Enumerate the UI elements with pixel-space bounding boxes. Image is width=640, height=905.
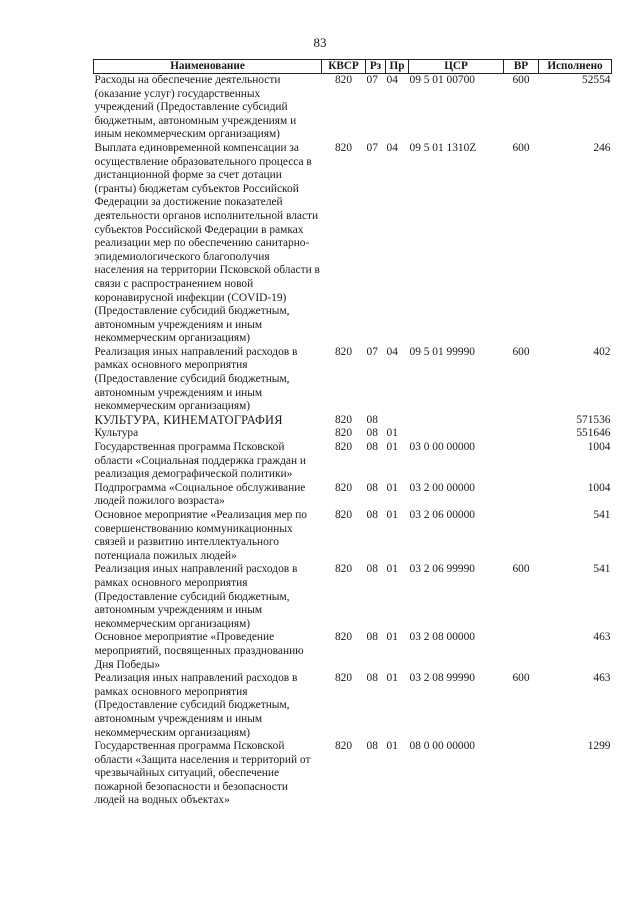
- header-csr: ЦСР: [409, 60, 504, 74]
- table-body: [94, 74, 612, 809]
- cell-vr: 600: [512, 672, 530, 685]
- table-row: [94, 74, 612, 142]
- cell-kvsr: 820: [334, 74, 353, 86]
- table-row: [94, 427, 612, 441]
- header-pr: Пр: [386, 60, 409, 74]
- cell-vr: 600: [512, 74, 530, 86]
- cell-sum: 246: [593, 141, 611, 154]
- cell-csr: [409, 414, 504, 428]
- table-row: [94, 672, 612, 740]
- cell-rz: 07: [366, 345, 378, 358]
- cell-kvsr: 820: [334, 563, 353, 576]
- cell-pr: 04: [386, 345, 398, 358]
- cell-sum: 571536: [576, 413, 611, 426]
- cell-rz: 08: [366, 441, 378, 454]
- cell-rz: 07: [366, 74, 378, 86]
- cell-kvsr: 820: [334, 413, 353, 426]
- cell-csr: 09 5 01 99990: [409, 345, 475, 358]
- cell-rz: 08: [366, 481, 378, 494]
- budget-table: [93, 59, 612, 808]
- cell-rz: 08: [366, 413, 378, 426]
- cell-name: Государственная программа Псковской области «Защита населения и территорий от чрезвычайных ситуаций, обеспечение пожарной безопасности и безопасности людей на водных объектах»: [94, 740, 311, 807]
- cell-kvsr: 820: [334, 740, 353, 753]
- cell-name: Выплата единовременной компенсации за осуществление образовательного процесса в дистанционной форме за счет дотации (гранты) бюджетам субъектов Российской Федерации за достижение показателей деятельности органов исполнительной власти субъектов Российской Федерации в рамках реализации мер по обеспечению санитарно-эпидемиологического благополучия населения на территории Псковской области в связи с распространением новой коронавирусной инфекции (COVID-19) (Предоставление субсидий бюджетным, автономным учреждениям и иным некоммерческим организациям): [94, 141, 320, 345]
- table-header: [94, 60, 612, 74]
- cell-rz: 08: [366, 427, 378, 440]
- cell-name: Реализация иных направлений расходов в рамках основного мероприятия (Предоставление субсидий бюджетным, автономным учреждениям и иным некоммерческим организациям): [94, 345, 298, 413]
- cell-pr: [386, 414, 409, 428]
- cell-kvsr: 820: [334, 441, 353, 454]
- table-row: [94, 482, 612, 509]
- cell-kvsr: 820: [334, 141, 353, 154]
- cell-name: Реализация иных направлений расходов в рамках основного мероприятия (Предоставление субсидий бюджетным, автономным учреждениям и иным некоммерческим организациям): [94, 563, 298, 630]
- cell-pr: 01: [386, 427, 398, 440]
- cell-vr: 600: [512, 563, 530, 576]
- cell-pr: 04: [386, 74, 398, 86]
- header-sum: Исполнено: [539, 60, 612, 74]
- table-row: [94, 441, 612, 482]
- cell-sum: 541: [593, 563, 611, 576]
- cell-sum: 541: [593, 509, 611, 521]
- cell-sum: 402: [593, 345, 611, 358]
- cell-vr: 600: [512, 345, 530, 358]
- cell-pr: 01: [386, 441, 398, 454]
- cell-vr: [504, 631, 539, 672]
- cell-pr: 04: [386, 141, 398, 154]
- cell-rz: 08: [366, 672, 378, 685]
- cell-rz: 08: [366, 740, 378, 753]
- cell-kvsr: 820: [334, 631, 353, 644]
- cell-name: Культура: [94, 427, 139, 440]
- cell-rz: 08: [366, 563, 378, 576]
- cell-pr: 01: [386, 672, 398, 685]
- cell-pr: 01: [386, 631, 398, 644]
- cell-csr: [409, 427, 504, 441]
- cell-csr: 03 2 06 00000: [409, 509, 475, 521]
- cell-kvsr: 820: [334, 427, 353, 440]
- cell-sum: 551646: [576, 427, 611, 440]
- cell-name: Подпрограмма «Социальное обслуживание людей пожилого возраста»: [94, 481, 306, 508]
- cell-sum: 1004: [587, 481, 611, 494]
- header-name: Наименование: [94, 60, 322, 74]
- header-rz: Рз: [366, 60, 386, 74]
- table-row: [94, 563, 612, 631]
- cell-sum: 52554: [582, 74, 611, 86]
- cell-sum: 1299: [587, 740, 611, 753]
- cell-csr: 03 2 00 00000: [409, 481, 475, 494]
- page-number: 83: [313, 35, 327, 50]
- cell-csr: 03 2 06 99990: [409, 563, 475, 576]
- table-row: [94, 414, 612, 428]
- cell-csr: 08 0 00 00000: [409, 740, 475, 753]
- cell-csr: 03 2 08 00000: [409, 631, 475, 644]
- table-row: [94, 631, 612, 672]
- header-vr: ВР: [504, 60, 539, 74]
- cell-rz: 08: [366, 631, 378, 644]
- cell-rz: 07: [366, 141, 378, 154]
- cell-name: Расходы на обеспечение деятельности (оказание услуг) государственных учреждений (Предоставление субсидий бюджетным, автономным учреждениям и иным некоммерческим организациям): [94, 74, 297, 141]
- table-row: [94, 346, 612, 414]
- cell-pr: 01: [386, 563, 398, 576]
- cell-vr: 600: [512, 141, 530, 154]
- cell-name: Основное мероприятие «Реализация мер по совершенствованию коммуникационных связей и развитию интеллектуального потенциала пожилых людей»: [94, 509, 307, 562]
- cell-sum: 1004: [587, 441, 611, 454]
- cell-vr: [504, 482, 539, 509]
- cell-pr: 01: [386, 481, 398, 494]
- cell-kvsr: 820: [334, 345, 353, 358]
- cell-name: КУЛЬТУРА, КИНЕМАТОГРАФИЯ: [94, 412, 283, 427]
- cell-csr: 09 5 01 1310Z: [409, 141, 477, 154]
- cell-kvsr: 820: [334, 672, 353, 685]
- cell-vr: [504, 740, 539, 808]
- cell-sum: 463: [593, 631, 611, 644]
- cell-rz: 08: [366, 509, 378, 521]
- cell-vr: [504, 509, 539, 563]
- table-row: [94, 142, 612, 346]
- cell-vr: [504, 414, 539, 428]
- cell-vr: [504, 441, 539, 482]
- cell-vr: [504, 427, 539, 441]
- header-kvsr: КВСР: [322, 60, 366, 74]
- cell-name: Основное мероприятие «Проведение мероприятий, посвященных празднованию Дня Победы»: [94, 631, 304, 671]
- cell-kvsr: 820: [334, 509, 353, 521]
- cell-csr: 03 2 08 99990: [409, 672, 475, 685]
- cell-csr: 03 0 00 00000: [409, 441, 475, 454]
- cell-name: Государственная программа Псковской области «Социальная поддержка граждан и реализация демографической политики»: [94, 441, 306, 481]
- cell-csr: 09 5 01 00700: [409, 74, 475, 86]
- cell-pr: 01: [386, 509, 398, 521]
- table-row: [94, 509, 612, 563]
- cell-kvsr: 820: [334, 481, 353, 494]
- cell-sum: 463: [593, 672, 611, 685]
- table-row: [94, 740, 612, 808]
- cell-name: Реализация иных направлений расходов в рамках основного мероприятия (Предоставление субсидий бюджетным, автономным учреждениям и иным некоммерческим организациям): [94, 672, 298, 739]
- cell-pr: 01: [386, 740, 398, 753]
